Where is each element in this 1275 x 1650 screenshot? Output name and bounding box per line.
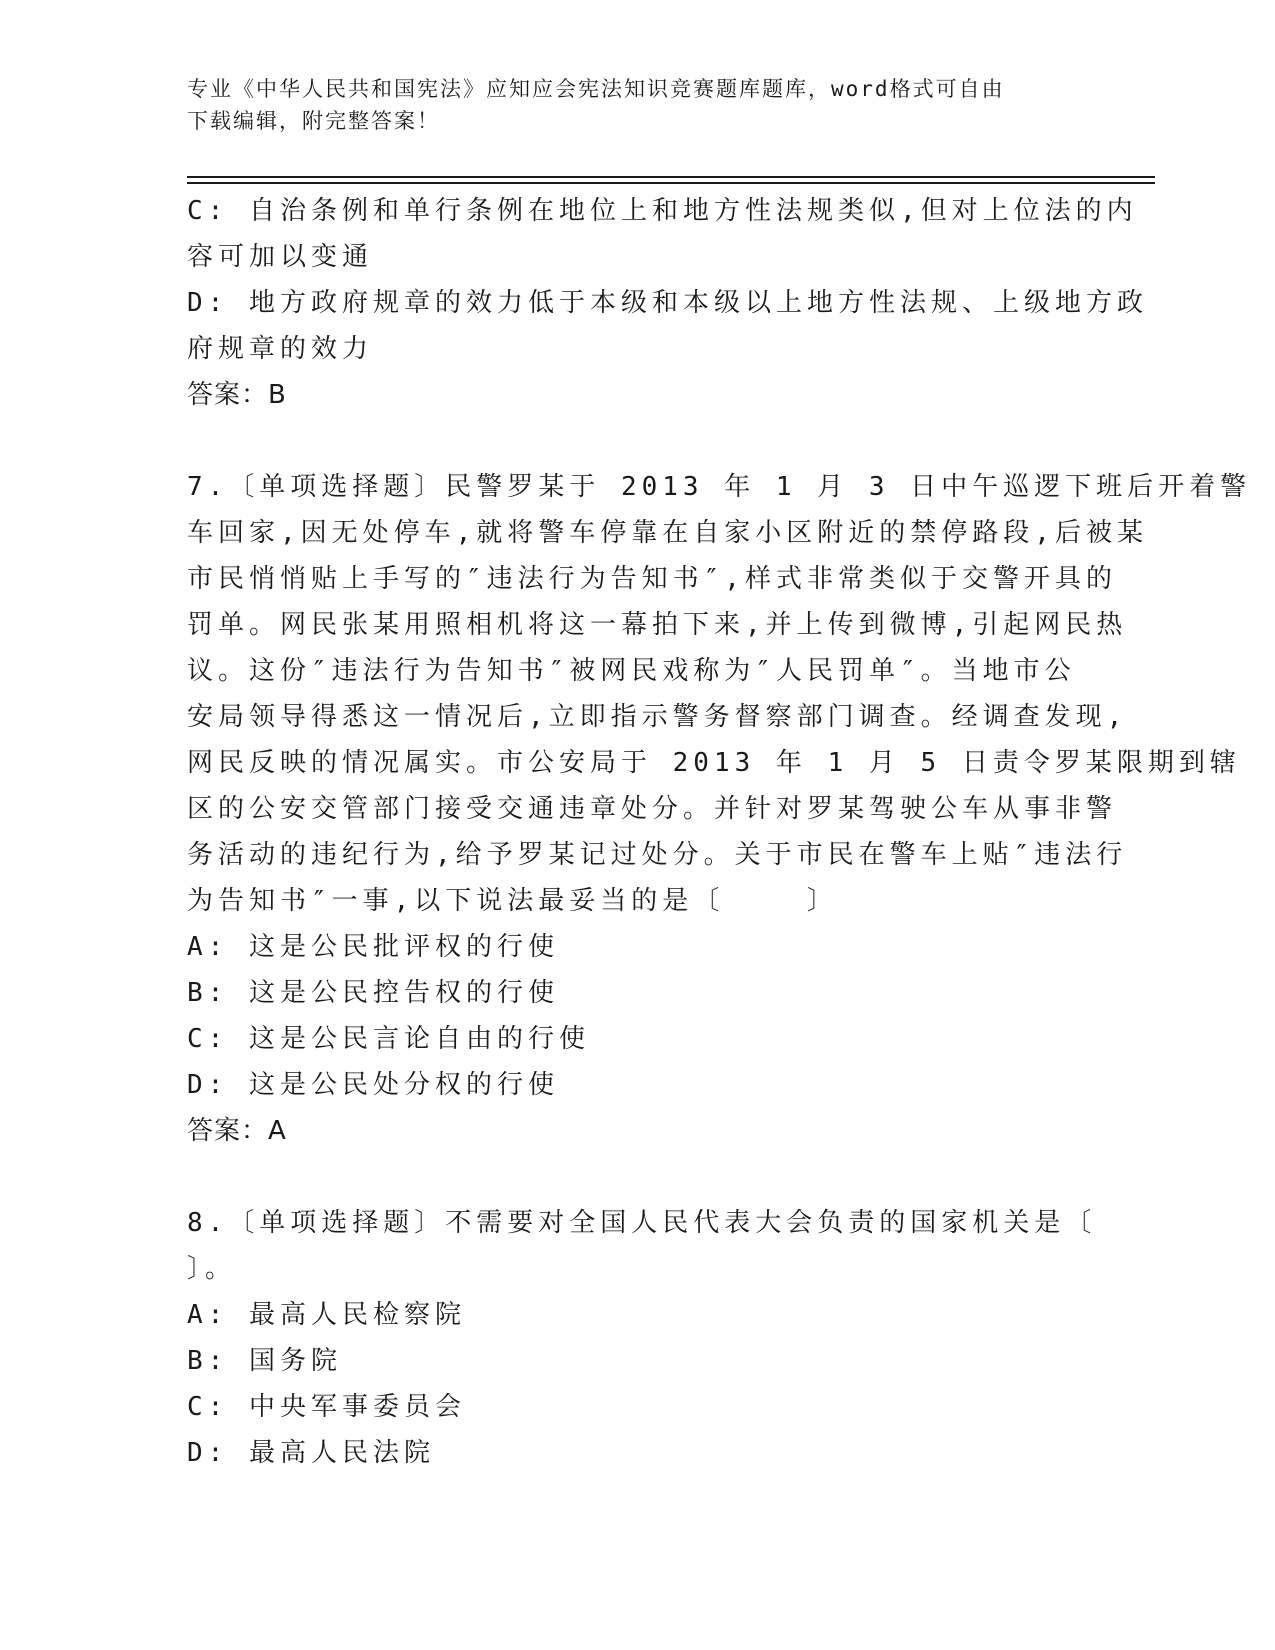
header-divider-top	[187, 176, 1155, 178]
spacer	[187, 1154, 1087, 1200]
q7-stem-line: 网民反映的情况属实。市公安局于 2013 年 1 月 5 日责令罗某限期到辖	[187, 748, 1241, 778]
document-body	[187, 188, 1252, 1476]
q6-option-d-line-2: 府规章的效力	[187, 334, 374, 364]
q8-stem-line: 〕。	[187, 1254, 237, 1284]
q7-stem-line: 罚单。网民张某用照相机将这一幕拍下来,并上传到微博,引起网民热	[187, 610, 1128, 640]
q7-stem-line: 为告知书″一事,以下说法最妥当的是〔 〕	[187, 886, 838, 916]
document-header	[187, 73, 1077, 137]
q7-stem-line: 安局领导得悉这一情况后,立即指示警务督察部门调查。经调查发现,	[187, 702, 1128, 732]
header-divider-bottom	[187, 182, 1155, 184]
q6-answer: 答案：B	[187, 380, 287, 410]
q8-option-d: D: 最高人民法院	[187, 1438, 435, 1468]
q7-stem-line: 务活动的违纪行为,给予罗某记过处分。关于市民在警车上贴″违法行	[187, 840, 1128, 870]
q7-stem-line: 市民悄悄贴上手写的″违法行为告知书″,样式非常类似于交警开具的	[187, 564, 1117, 594]
q8-option-b: B: 国务院	[187, 1346, 342, 1376]
q8-option-a: A: 最高人民检察院	[187, 1300, 466, 1330]
q7-answer: 答案：A	[187, 1116, 287, 1146]
question-7	[187, 464, 1252, 1154]
header-line-1: 专业《中华人民共和国宪法》应知应会宪法知识竞赛题库题库，word格式可自由	[187, 77, 1005, 101]
question-8	[187, 1200, 1097, 1476]
q6-option-c-line-1: C: 自治条例和单行条例在地位上和地方性法规类似,但对上位法的内	[187, 196, 1138, 226]
q7-option-b: B: 这是公民控告权的行使	[187, 978, 559, 1008]
header-line-2: 下载编辑，附完整答案！	[187, 109, 440, 133]
q7-stem-line: 区的公安交管部门接受交通违章处分。并针对罗某驾驶公车从事非警	[187, 794, 1118, 824]
question-6-tail	[187, 188, 1148, 418]
spacer	[187, 418, 1087, 464]
q7-stem-line: 议。这份″违法行为告知书″被网民戏称为″人民罚单″。当地市公	[187, 656, 1076, 686]
q6-option-d-line-1: D: 地方政府规章的效力低于本级和本级以上地方性法规、上级地方政	[187, 288, 1148, 318]
q7-option-a: A: 这是公民批评权的行使	[187, 932, 559, 962]
q7-option-c: C: 这是公民言论自由的行使	[187, 1024, 590, 1054]
q7-stem-line: 车回家,因无处停车,就将警车停靠在自家小区附近的禁停路段,后被某	[187, 518, 1148, 548]
q6-option-c-line-2: 容可加以变通	[187, 242, 374, 272]
q8-stem-line: 8.〔单项选择题〕不需要对全国人民代表大会负责的国家机关是〔	[187, 1208, 1097, 1238]
q7-stem-line: 7.〔单项选择题〕民警罗某于 2013 年 1 月 3 日中午巡逻下班后开着警	[187, 472, 1252, 502]
q8-option-c: C: 中央军事委员会	[187, 1392, 466, 1422]
q7-option-d: D: 这是公民处分权的行使	[187, 1070, 559, 1100]
